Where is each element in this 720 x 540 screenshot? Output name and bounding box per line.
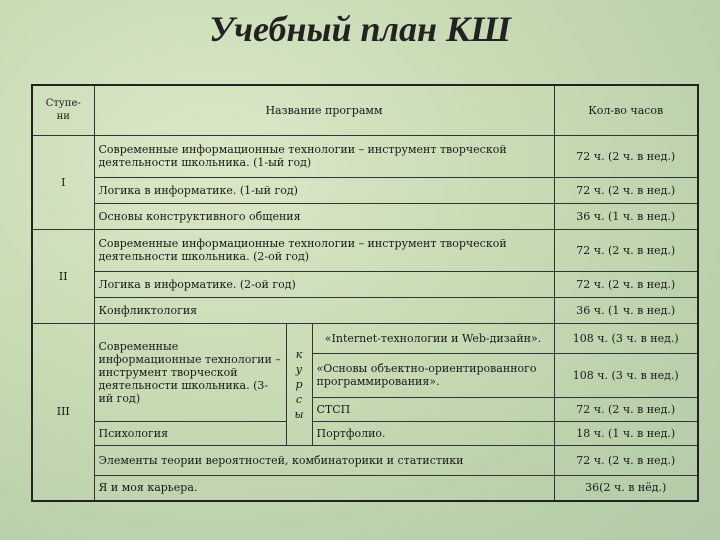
program-name: Конфликтология — [94, 297, 554, 323]
table-row — [32, 421, 698, 445]
header-hours: Кол-во часов — [554, 85, 698, 135]
header-stage-text: Ступе- ни — [45, 98, 81, 123]
table-header-row — [32, 85, 698, 135]
program-name: Современные информационные технологии – инструмент творческой деятельности школьника. (1-ый год) — [94, 135, 554, 177]
program-name: Портфолио. — [312, 421, 554, 445]
course-name: «Internet-технологии и Web-дизайн». — [312, 323, 554, 353]
program-name: Логика в информатике. (1-ый год) — [94, 177, 554, 203]
table-row — [32, 297, 698, 323]
program-hours: 108 ч. (3 ч. в нед.) — [554, 353, 698, 397]
stage-3-label: III — [32, 323, 94, 501]
stage-1-label: I — [32, 135, 94, 229]
program-hours: 72 ч. (2 ч. в нед.) — [554, 271, 698, 297]
header-program: Название программ — [94, 85, 554, 135]
stage-2-label: II — [32, 229, 94, 323]
curriculum-table — [31, 84, 699, 502]
table-row — [32, 271, 698, 297]
table-row — [32, 323, 698, 353]
program-hours: 72 ч. (2 ч. в нед.) — [554, 135, 698, 177]
program-hours: 36(2 ч. в нёд.) — [554, 475, 698, 501]
courses-vertical-text: к у р с ы — [294, 347, 304, 421]
table-row — [32, 475, 698, 501]
courses-vertical-label — [286, 323, 312, 445]
program-hours: 72 ч. (2 ч. в нед.) — [554, 177, 698, 203]
table-row — [32, 445, 698, 475]
program-hours: 36 ч. (1 ч. в нед.) — [554, 203, 698, 229]
table-row — [32, 177, 698, 203]
program-hours: 36 ч. (1 ч. в нед.) — [554, 297, 698, 323]
table-row — [32, 135, 698, 177]
program-hours: 72 ч. (2 ч. в нед.) — [554, 229, 698, 271]
table-row — [32, 229, 698, 271]
course-name: «Основы объектно-ориентированного программирования». — [312, 353, 554, 397]
program-name: Я и моя карьера. — [94, 475, 554, 501]
program-name: Логика в информатике. (2-ой год) — [94, 271, 554, 297]
program-name: Основы конструктивного общения — [94, 203, 554, 229]
program-name: Современные информационные технологии – инструмент творческой деятельности школьника. (2-ой год) — [94, 229, 554, 271]
header-stage — [32, 85, 94, 135]
program-hours: 108 ч. (3 ч. в нед.) — [554, 323, 698, 353]
program-hours: 72 ч. (2 ч. в нед.) — [554, 397, 698, 421]
program-name: Психология — [94, 421, 286, 445]
course-name: СТСП — [312, 397, 554, 421]
program-hours: 18 ч. (1 ч. в нед.) — [554, 421, 698, 445]
program-name: Современные информационные технологии – инструмент творческой деятельности школьника. (3-ий год) — [94, 323, 286, 421]
table-row — [32, 203, 698, 229]
page-title: Учебный план КШ — [209, 9, 511, 49]
program-hours: 72 ч. (2 ч. в нед.) — [554, 445, 698, 475]
program-name: Элементы теории вероятностей, комбинаторики и статистики — [94, 445, 554, 475]
